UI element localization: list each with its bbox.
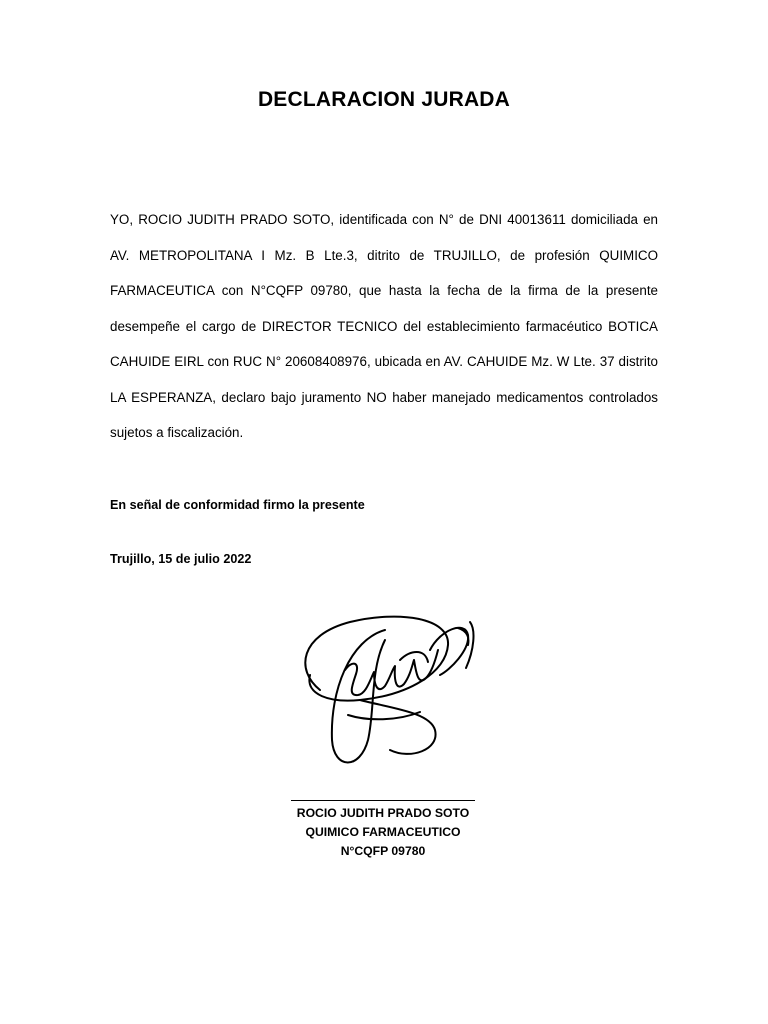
signatory-profession: QUIMICO FARMACEUTICO	[305, 825, 461, 839]
signatory-name: ROCIO JUDITH PRADO SOTO	[296, 806, 470, 820]
handwritten-signature	[290, 600, 490, 780]
signatory-block	[270, 804, 496, 861]
declaration-paragraph: YO, ROCIO JUDITH PRADO SOTO, identificada con N° de DNI 40013611 domiciliada en AV. METROPOLITANA I Mz. B Lte.3, ditrito de TRUJILLO, de profesión QUIMICO FARMACEUTICA con N°CQFP 09780, que hasta la fecha de la firma de la presente desempeñe el cargo de DIRECTOR TECNICO del establecimiento farmacéutico BOTICA CAHUIDE EIRL con RUC N° 20608408976, ubicada en AV. CAHUIDE Mz. W Lte. 37 distrito LA ESPERANZA, declaro bajo juramento NO haber manejado medicamentos controlados sujetos a fiscalización.	[110, 212, 658, 440]
conformity-statement: En señal de conformidad firmo la presente	[110, 498, 365, 512]
signature-line	[291, 800, 475, 801]
document-title: DECLARACION JURADA	[257, 88, 511, 111]
signatory-registration: N°CQFP 09780	[340, 844, 426, 858]
place-and-date: Trujillo, 15 de julio 2022	[110, 552, 252, 566]
